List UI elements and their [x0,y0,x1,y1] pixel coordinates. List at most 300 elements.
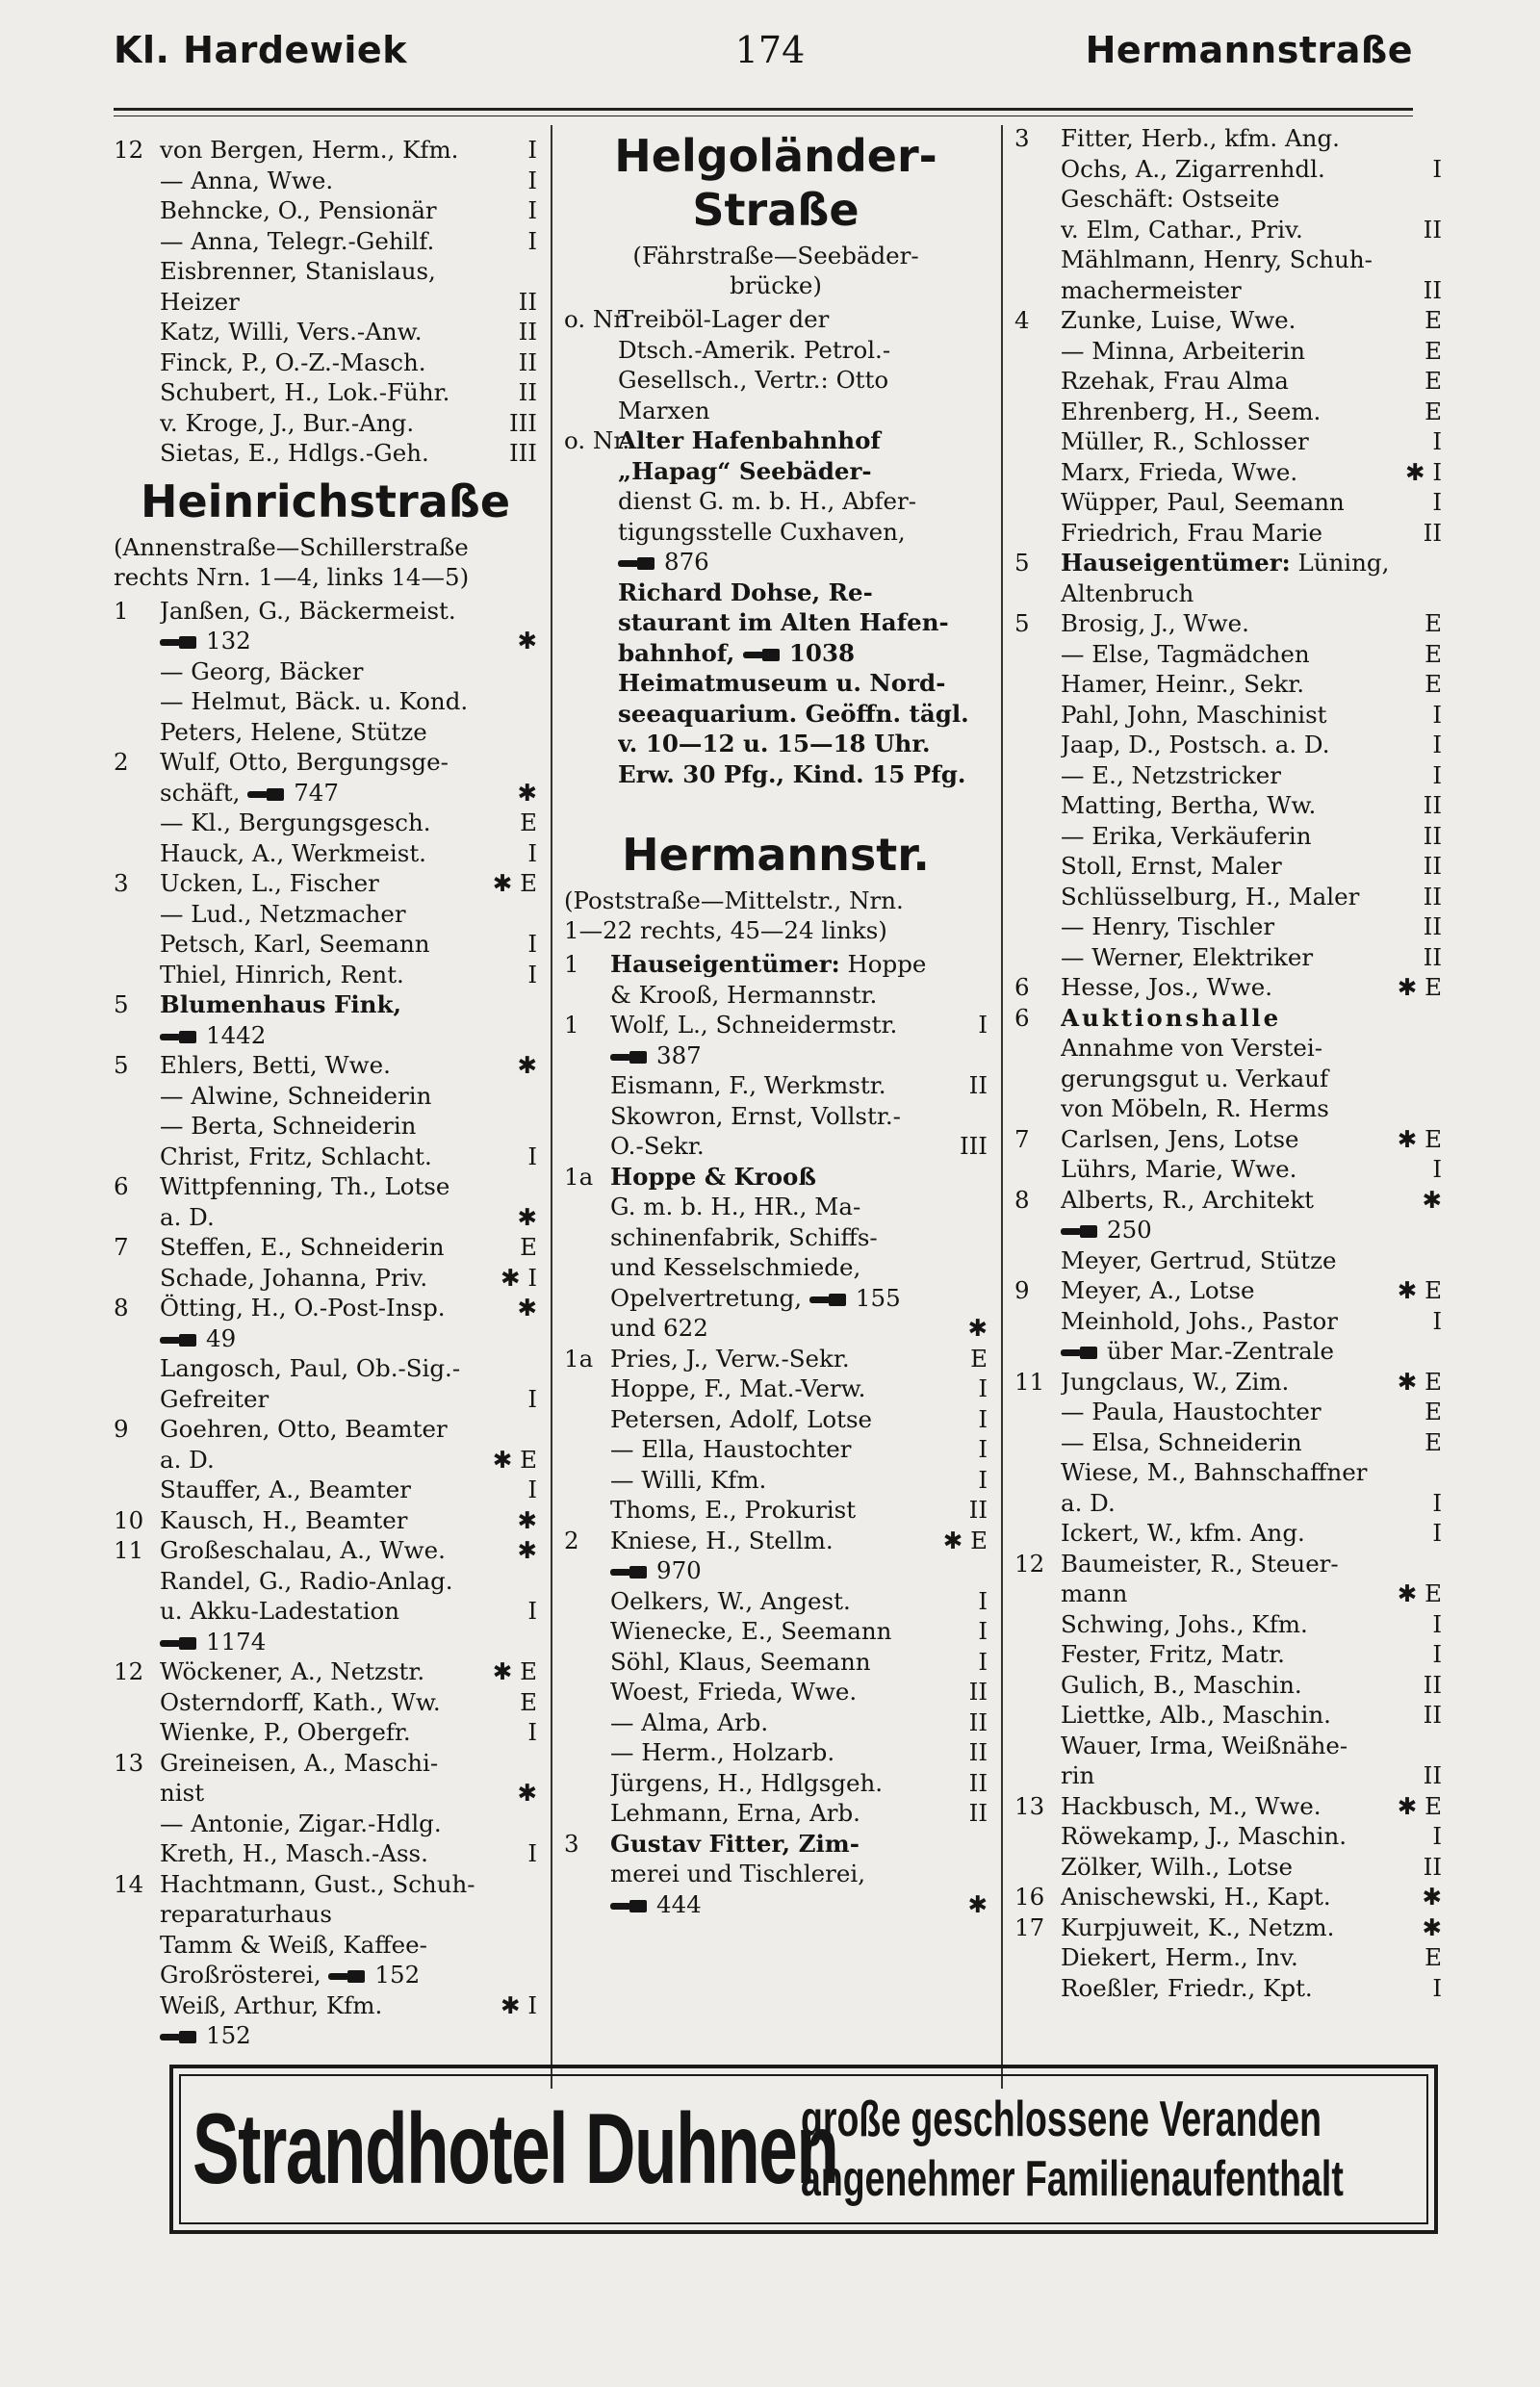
directory-entry [114,1838,537,1869]
floor-marker: E [1424,306,1442,334]
directory-entry [1014,1670,1442,1701]
directory-entry [114,1323,537,1354]
entry-text: Rzehak, Frau Alma [1061,367,1289,395]
entry-text: — Kl., Bergungsgesch. [160,808,431,836]
entry-text: — Antonie, Zigar.-Hdlg. [160,1809,442,1837]
directory-entry [564,1404,988,1435]
entry-text: Kreth, H., Masch.-Ass. [160,1839,428,1867]
directory-entry [564,1586,988,1617]
directory-entry [1014,821,1442,852]
entry-text: Zölker, Wilh., Lotse [1061,1852,1294,1881]
directory-entry [1014,730,1442,760]
entry-text: schäft, [160,778,241,807]
directory-entry [1014,1700,1442,1731]
floor-marker: II [518,378,537,406]
floor-marker: II [1423,518,1442,547]
house-number: 2 [564,1526,579,1554]
directory-entry [564,668,988,699]
floor-marker: I [527,136,537,164]
directory-entry [564,1616,988,1647]
directory-entry [564,1707,988,1738]
phone-number: 876 [664,548,709,576]
entry-text: v. Kroge, J., Bur.-Ang. [160,408,415,437]
entry-text: Gulich, B., Maschin. [1061,1670,1302,1699]
house-number: 2 [114,748,129,776]
entry-text: — Henry, Tischler [1061,912,1275,940]
entry-text: Thiel, Hinrich, Rent. [160,960,404,988]
directory-entry [114,1627,537,1657]
entry-text: Oelkers, W., Angest. [610,1586,851,1615]
entry-text: gerungsgut u. Verkauf [1061,1064,1329,1092]
entry-text: Goehren, Otto, Beamter [160,1415,448,1443]
floor-marker: I [527,226,537,255]
directory-entry [564,1313,988,1344]
telephone-icon [610,1051,649,1064]
floor-marker: II [968,1496,988,1524]
floor-marker: ✱ E [492,1445,537,1474]
directory-entry [114,1232,537,1263]
directory-entry [564,425,988,456]
telephone-icon [610,1900,649,1912]
house-number: 1 [564,1011,579,1039]
floor-marker: E [520,1687,537,1716]
entry-text: Katz, Willi, Vers.-Anw. [160,318,423,346]
entry-text: Gustav Fitter, Zim- [610,1829,860,1858]
directory-entry [564,547,988,578]
directory-entry [1014,1306,1442,1337]
house-number: 13 [114,1748,144,1777]
directory-entry [1014,1973,1442,2004]
street-range-heinrichstrasse: (Annenstraße—Schillerstraße rechts Nrn. 1—4, links 14—5) [114,532,470,591]
entry-text: merei und Tischlerei, [610,1860,866,1887]
entry-text: Ucken, L., Fischer [160,869,379,897]
floor-marker: ✱ [1422,1883,1442,1911]
entry-text: Eisbrenner, Stanislaus, [160,257,436,285]
entry-text: — Erika, Verkäuferin [1061,821,1312,850]
directory-entry [1014,305,1442,336]
house-number: 1a [564,1344,594,1373]
directory-entry [564,486,988,517]
house-number: 13 [1014,1791,1045,1820]
floor-marker: III [959,1132,988,1160]
entry-text: Lührs, Marie, Wwe. [1061,1155,1297,1183]
entry-text: — Alma, Arb. [610,1707,769,1736]
floor-marker: I [527,1839,537,1867]
telephone-icon [1061,1347,1099,1359]
floor-marker: I [527,166,537,194]
directory-entry [564,980,988,1011]
floor-marker: I [978,1011,988,1039]
phone-number: 155 [855,1283,901,1312]
house-number: o. Nr. [564,305,630,333]
floor-marker: II [968,1678,988,1706]
floor-marker: II [1423,882,1442,911]
floor-marker: ✱ I [1405,457,1442,486]
directory-entry [114,1899,537,1930]
phone-number: 49 [206,1323,237,1352]
directory-entry [1014,942,1442,973]
floor-marker: I [1432,427,1442,455]
entry-text: Heimatmuseum u. Nord- [618,669,946,697]
directory-entry [114,1384,537,1415]
floor-marker: ✱ [967,1314,988,1342]
floor-marker: I [1432,1488,1442,1517]
entry-text: Finck, P., O.-Z.-Masch. [160,347,426,376]
floor-marker: E [1424,670,1442,698]
directory-entry [1014,1064,1442,1094]
entry-text: Ehlers, Betti, Wwe. [160,1051,391,1079]
floor-marker: II [518,347,537,376]
floor-marker: I [1432,1306,1442,1335]
entry-text: dienst G. m. b. H., Abfer- [618,487,917,515]
directory-entry [114,1656,537,1687]
advertisement-box [169,2065,1438,2234]
directory-entry [1014,154,1442,185]
entry-text: a. D. [160,1202,215,1231]
directory-entry [1014,1518,1442,1549]
floor-marker: I [527,1142,537,1170]
entry-text: Fester, Fritz, Matr. [1061,1640,1285,1668]
directory-entry [564,699,988,730]
entry-text: Tamm & Weiß, Kaffee- [160,1930,427,1959]
floor-marker: II [1423,912,1442,940]
floor-marker: E [1424,336,1442,365]
directory-entry [114,1778,537,1809]
entry-text: Mählmann, Henry, Schuh- [1061,245,1373,273]
entry-text: Söhl, Klaus, Seemann [610,1647,871,1676]
directory-entry [1014,397,1442,427]
directory-entry [1014,911,1442,942]
floor-marker: III [508,439,537,467]
entry-text: Wauer, Irma, Weißnähe- [1061,1731,1348,1759]
house-number: 1 [114,596,129,625]
floor-marker: E [1424,397,1442,425]
street-heading-hermannstrasse: Hermannstr. [622,829,930,881]
entries-kl-hardewiek [114,135,537,469]
entry-text: u. Akku-Ladestation [160,1597,400,1625]
floor-marker: ✱ [1422,1185,1442,1214]
directory-entry [114,899,537,930]
directory-entry [1014,1336,1442,1367]
entry-text: Pries, J., Verw.-Sekr. [610,1344,850,1373]
directory-entry [1014,1185,1442,1216]
entry-text: von Möbeln, R. Herms [1061,1094,1329,1122]
floor-marker: ✱ E [492,869,537,897]
entry-text: Wienke, P., Obergefr. [160,1718,411,1746]
directory-entry [1014,972,1442,1003]
directory-entry [114,1050,537,1081]
entry-text: reparaturhaus [160,1900,332,1928]
entry-text: Geschäft: Ostseite [1061,185,1280,213]
directory-entry [114,868,537,899]
directory-entry [114,1263,537,1294]
directory-entry [1014,1245,1442,1276]
entry-text: bahnhof, [618,638,735,667]
phone-number: 1038 [788,638,856,667]
entry-text: Alter Hafenbahnhof [618,426,881,454]
floor-marker: E [1424,1398,1442,1425]
entry-text: Matting, Bertha, Ww. [1061,791,1317,819]
directory-entry [564,607,988,638]
entry-text: Kurpjuweit, K., Netzm. [1061,1912,1335,1941]
directory-entry [1014,578,1442,609]
floor-marker: ✱ [517,778,537,807]
directory-entry [1014,1578,1442,1609]
entry-text: Petsch, Karl, Seemann [160,930,430,958]
directory-entry [1014,882,1442,912]
directory-entry [1014,336,1442,367]
entry-text: Großrösterei, [160,1961,321,1989]
entry-text: — Anna, Wwe. [160,166,334,194]
directory-entry [564,1798,988,1829]
entry-text: Ehrenberg, H., Seem. [1061,397,1322,425]
floor-marker: I [527,1476,537,1503]
telephone-icon [160,1334,198,1347]
floor-marker: ✱ [517,1536,537,1564]
column-3 [1014,123,1442,2072]
directory-entry [564,1465,988,1496]
entry-text: Langosch, Paul, Ob.-Sig.- [160,1354,461,1382]
phone-number: 387 [656,1040,702,1069]
entry-text: staurant im Alten Hafen- [618,608,949,636]
directory-entry [1014,244,1442,275]
directory-entry [114,1596,537,1627]
entry-text: Erw. 30 Pfg., Kind. 15 Pfg. [618,759,966,788]
entry-text: — Else, Tagmädchen [1061,639,1310,668]
directory-entry [114,808,537,838]
entries-hermannstrasse [564,949,988,1919]
page-number: 174 [734,29,806,71]
house-number: 7 [114,1233,129,1261]
floor-marker: I [1432,760,1442,789]
floor-marker: II [1423,942,1442,971]
directory-entry [564,1526,988,1556]
house-number: 12 [1014,1549,1045,1578]
entry-text: Hauseigentümer: Lüning, [1061,549,1390,577]
floor-marker: ✱ E [1397,973,1442,1001]
ad-hotel-name: Strandhotel Duhnen [192,2092,838,2205]
entry-text: O.-Sekr. [610,1132,705,1160]
entry-text: Liettke, Alb., Maschin. [1061,1701,1331,1729]
running-head-right: Hermannstraße [1085,29,1413,71]
entry-text: Brosig, J., Wwe. [1061,609,1249,637]
floor-marker: I [978,1617,988,1645]
directory-entry [114,287,537,318]
directory-entry [114,1202,537,1233]
directory-entry [1014,1093,1442,1124]
entry-text: — Ella, Haustochter [610,1435,852,1463]
directory-entry [564,1192,988,1222]
directory-entry [564,1647,988,1678]
entry-text: — Georg, Bäcker [160,656,364,685]
entry-text: Meinhold, Johs., Pastor [1061,1306,1338,1335]
floor-marker: II [968,1071,988,1099]
entry-text: Dtsch.-Amerik. Petrol.- [618,335,891,364]
house-number: 7 [1014,1124,1030,1153]
directory-entry [1014,1488,1442,1519]
house-number: 8 [1014,1185,1030,1214]
directory-entry [114,408,537,439]
house-number: 6 [114,1172,129,1200]
entry-text: Randel, G., Radio-Anlag. [160,1566,453,1595]
entry-text: Wienecke, E., Seemann [610,1617,892,1645]
directory-entry [1014,1549,1442,1579]
entry-text: Alberts, R., Architekt [1061,1185,1315,1214]
house-number: 5 [1014,609,1030,637]
floor-marker: ✱ E [942,1526,988,1554]
entry-text: schinenfabrik, Schiffs- [610,1222,878,1251]
house-number: 5 [114,1051,129,1079]
entry-text: Gefreiter [160,1384,270,1413]
directory-entry [114,1475,537,1505]
directory-entry [114,317,537,347]
directory-entry [564,1070,988,1101]
entry-text: Schubert, H., Lok.-Führ. [160,378,450,406]
house-number: 1a [564,1162,594,1191]
directory-entry [114,438,537,469]
house-number: o. Nr. [564,426,630,454]
column-2 [564,135,988,2084]
directory-entry [564,1101,988,1132]
floor-marker: II [1423,1701,1442,1729]
entry-text: Stauffer, A., Beamter [160,1476,411,1503]
floor-marker: ✱ [1422,1912,1442,1941]
column-divider [1001,125,1003,2089]
directory-entry [114,626,537,656]
entry-text: a. D. [1061,1488,1116,1517]
house-number: 11 [1014,1367,1045,1396]
directory-entry [1014,1275,1442,1306]
entries-heinrichstrasse [114,596,537,2051]
entry-text: Carlsen, Jens, Lotse [1061,1124,1299,1153]
entry-text: Petersen, Adolf, Lotse [610,1404,873,1433]
directory-entry [114,377,537,408]
telephone-icon [247,788,286,801]
directory-entry [564,517,988,548]
entry-text: Schade, Johanna, Priv. [160,1263,428,1292]
entry-text: G. m. b. H., HR., Ma- [610,1193,861,1220]
telephone-icon [618,557,656,570]
directory-entry [564,1010,988,1040]
floor-marker: ✱ E [1397,1579,1442,1607]
entry-text: Hoppe & Krooß [610,1162,817,1191]
directory-entry [114,1414,537,1445]
directory-entry [564,1252,988,1283]
entry-text: — Paula, Haustochter [1061,1398,1322,1425]
floor-marker: II [1423,275,1442,304]
house-number: 5 [114,990,129,1018]
directory-entry [114,1566,537,1597]
entry-text: über Mar.-Zentrale [1107,1337,1335,1365]
telephone-icon [1061,1225,1099,1238]
house-number: 3 [114,869,129,897]
directory-entry [1014,1215,1442,1245]
entry-text: Jaap, D., Postsch. a. D. [1061,731,1330,758]
house-number: 10 [114,1505,144,1534]
directory-entry [114,1687,537,1718]
entry-text: — Elsa, Schneiderin [1061,1427,1302,1456]
entry-text: Diekert, Herm., Inv. [1061,1943,1298,1971]
directory-entry [114,256,537,287]
directory-entry [1014,1760,1442,1791]
floor-marker: I [527,1384,537,1413]
directory-entry [114,686,537,717]
house-number: 11 [114,1536,144,1564]
entry-text: — Minna, Arbeiterin [1061,336,1306,365]
entry-text: — Werner, Elektriker [1061,942,1314,971]
directory-entry [114,1869,537,1900]
entry-text: Zunke, Luise, Wwe. [1061,306,1296,334]
entry-text: Baumeister, R., Steuer- [1061,1549,1339,1578]
entry-text: Ochs, A., Zigarrenhdl. [1061,154,1325,183]
house-number: 6 [1014,1003,1030,1032]
phone-number: 132 [206,627,251,654]
directory-entry [1014,1791,1442,1822]
floor-marker: ✱ [517,627,537,654]
entry-text: von Bergen, Herm., Kfm. [160,136,459,164]
floor-marker: I [978,1435,988,1463]
directory-entry [1014,608,1442,639]
directory-entry [564,1737,988,1768]
entry-text: Peters, Helene, Stütze [160,717,427,746]
entry-text: Wolf, L., Schneidermstr. [610,1011,898,1039]
directory-entry [564,304,988,335]
header-rule [114,108,1413,111]
entry-text: und 622 [610,1314,708,1342]
directory-entry [564,1283,988,1314]
directory-entry [1014,669,1442,700]
entry-text: & Krooß, Hermannstr. [610,980,878,1009]
entry-text: Schwing, Johs., Kfm. [1061,1609,1308,1638]
floor-marker: ✱ E [492,1657,537,1685]
floor-marker: ✱ [517,1051,537,1079]
directory-entry [564,1829,988,1860]
telephone-icon [160,2031,198,2043]
floor-marker: II [968,1738,988,1766]
directory-entry [114,960,537,990]
entry-text: Greineisen, A., Maschi- [160,1748,439,1777]
directory-entry [1014,184,1442,215]
running-head-left: Kl. Hardewiek [114,29,407,71]
floor-marker: I [527,838,537,867]
floor-marker: ✱ I [500,1263,537,1292]
directory-entry [564,1889,988,1920]
floor-marker: II [1423,821,1442,850]
directory-entry [1014,275,1442,306]
floor-marker: E [970,1344,988,1373]
directory-entry [564,1555,988,1586]
entry-text: Altenbruch [1061,578,1194,607]
directory-entry [564,1495,988,1526]
floor-marker: I [527,196,537,224]
entry-text: Heizer [160,287,240,316]
directory-entry [114,1930,537,1961]
entry-text: Behncke, O., Pensionär [160,196,437,224]
entry-text: Christ, Fritz, Schlacht. [160,1142,432,1170]
entry-text: und Kesselschmiede, [610,1253,861,1281]
directory-entry [1014,1942,1442,1973]
entry-text: Treiböl-Lager der [618,305,830,333]
entry-text: Anischewski, H., Kapt. [1061,1883,1331,1911]
floor-marker: E [520,808,537,836]
directory-entry [1014,1731,1442,1761]
entry-text: Kausch, H., Beamter [160,1505,408,1534]
house-number: 16 [1014,1883,1045,1911]
floor-marker: I [527,960,537,988]
directory-entry [1014,1639,1442,1670]
column-divider [551,125,552,2089]
directory-entry [114,1748,537,1779]
